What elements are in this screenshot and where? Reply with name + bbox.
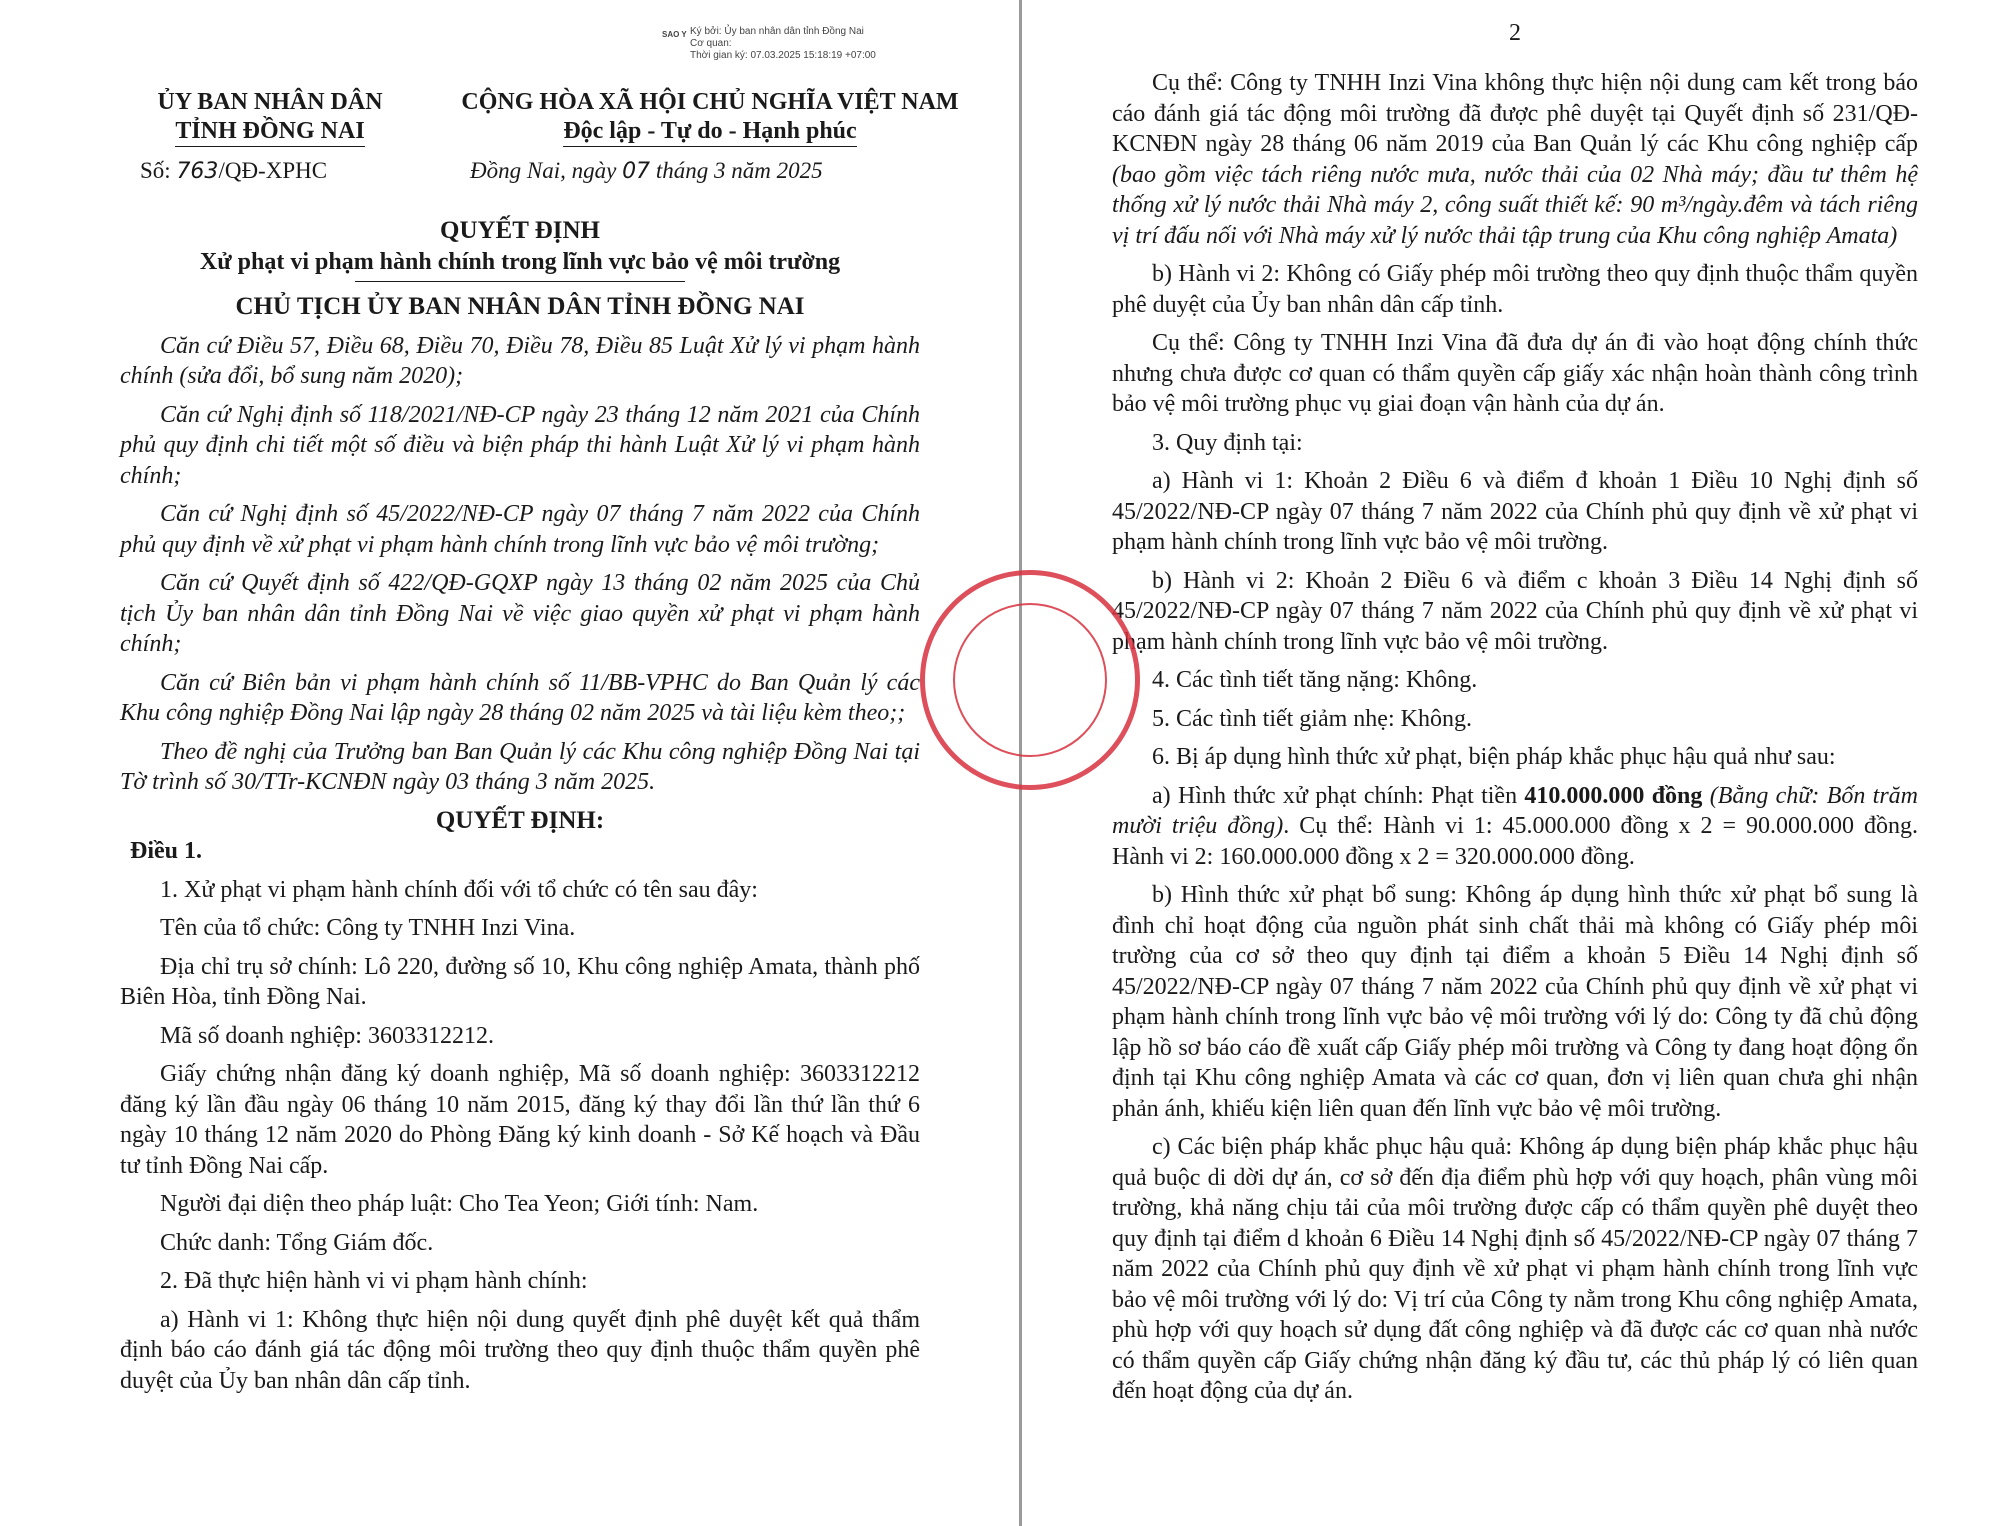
- page-2-body: [1112, 68, 1918, 1415]
- national-motto: [390, 88, 1020, 147]
- regulation-b: b) Hành vi 2: Khoản 2 Điều 6 và điểm c khoản 3 Điều 14 Nghị định số 45/2022/NĐ-CP ngày 07 tháng 7 năm 2022 của Chính phủ quy định về xử phạt vi phạm hành chính trong lĩnh vực bảo vệ môi trường.: [1112, 567, 1918, 655]
- regulation-a: a) Hành vi 1: Khoản 2 Điều 6 và điểm đ khoản 1 Điều 10 Nghị định số 45/2022/NĐ-CP ngày 07 tháng 7 năm 2022 của Chính phủ quy định về xử phạt vi phạm hành chính trong lĩnh vực bảo vệ môi trường.: [1112, 468, 1918, 555]
- page-1-body: [120, 216, 920, 1404]
- page-number: 2: [1509, 20, 1521, 46]
- item-representative: Người đại diện theo pháp luật: Cho Tea Yeon; Giới tính: Nam.: [160, 1191, 759, 1217]
- basis-3: Căn cứ Nghị định số 45/2022/NĐ-CP ngày 07 tháng 7 năm 2022 của Chính phủ quy định về xử phạt vi phạm hành chính trong lĩnh vực bảo vệ môi trường;: [120, 501, 920, 558]
- document-number: Số: 763/QĐ-XPHC: [140, 158, 328, 184]
- sanctions-heading: 6. Bị áp dụng hình thức xử phạt, biện pháp khắc phục hậu quả như sau:: [1152, 744, 1836, 770]
- authority-heading: CHỦ TỊCH ỦY BAN NHÂN DÂN TỈNH ĐỒNG NAI: [235, 293, 805, 320]
- item-tax-code: Mã số doanh nghiệp: 3603312212.: [160, 1022, 494, 1049]
- item-violation-1: a) Hành vi 1: Không thực hiện nội dung quyết định phê duyệt kết quả thẩm định báo cáo đánh giá tác động môi trường theo quy định thuộc thẩm quyền phê duyệt của Ủy ban nhân dân cấp tỉnh.: [120, 1306, 920, 1394]
- article-1: Điều 1.: [130, 838, 202, 864]
- signature-agency: Cơ quan:: [690, 38, 732, 49]
- mitigating: 5. Các tình tiết giảm nhẹ: Không.: [1152, 705, 1472, 732]
- main-penalty: a) Hình thức xử phạt chính: Phạt tiền 410.000.000 đồng (Bằng chữ: Bốn trăm mười triệu đồng). Cụ thể: Hành vi 1: 45.000.000 đồng x 2 = 90.000.000 đồng. Hành vi 2: 160.000.000 đồng x 2 = 320.000.000 đồng.: [1112, 782, 1919, 870]
- title-divider: [355, 281, 685, 282]
- handwritten-number: 763: [176, 159, 219, 184]
- additional-penalty: b) Hình thức xử phạt bổ sung: Không áp dụng hình thức xử phạt bổ sung là đình chỉ hoạt động của nguồn phát sinh chất thải mà không có Giấy phép môi trường của cơ sở theo quy định tại điểm a khoản 5 Điều 14 Nghị định số 45/2022/NĐ-CP ngày 07 tháng 7 năm 2022 của Chính phủ quy định về xử phạt vi phạm hành chính trong lĩnh vực bảo vệ môi trường với lý do: Công ty đã chủ động lập hồ sơ báo cáo đề xuất cấp Giấy phép môi trường và Công ty đang hoạt động ổn định tại Khu công nghiệp Amata và các cơ quan, đơn vị liên quan chưa ghi nhận phản ánh, khiếu kiện liên quan đến lĩnh vực bảo vệ môi trường.: [1112, 882, 1918, 1122]
- digital-signature-block: [662, 26, 876, 62]
- decision-heading: QUYẾT ĐỊNH:: [435, 806, 605, 834]
- red-seal-stamp: [920, 570, 1140, 790]
- copy-tag: SAO Y: [662, 30, 687, 39]
- signature-time: Thời gian ký: 07.03.2025 15:18:19 +07:00: [690, 50, 876, 61]
- issuing-authority: [120, 88, 420, 147]
- document-date: Đồng Nai, ngày 07 tháng 3 năm 2025: [470, 158, 823, 184]
- item-registration: Giấy chứng nhận đăng ký doanh nghiệp, Mã số doanh nghiệp: 3603312212 đăng ký lần đầu ngày 06 tháng 10 năm 2015, đăng ký thay đổi lần thứ lần thứ 6 ngày 10 tháng 12 năm 2020 do Phòng Đăng ký kinh doanh - Sở Kế hoạch và Đầu tư tỉnh Đồng Nai cấp.: [120, 1061, 920, 1179]
- item-org-name: Tên của tổ chức: Công ty TNHH Inzi Vina.: [160, 915, 576, 941]
- item-2: 2. Đã thực hiện hành vi vi phạm hành chính:: [160, 1268, 588, 1294]
- regulation-heading: 3. Quy định tại:: [1152, 429, 1303, 456]
- basis-5: Căn cứ Biên bản vi phạm hành chính số 11/BB-VPHC do Ban Quản lý các Khu công nghiệp Đồng Nai lập ngày 28 tháng 02 năm 2025 và tài liệu kèm theo;;: [120, 669, 920, 726]
- violation-2-detail: Cụ thể: Công ty TNHH Inzi Vina đã đưa dự án đi vào hoạt động chính thức nhưng chưa được cơ quan có thẩm quyền cấp giấy xác nhận hoàn thành công trình bảo vệ môi trường phục vụ giai đoạn vận hành của dự án.: [1112, 330, 1918, 417]
- item-title: Chức danh: Tổng Giám đốc.: [160, 1229, 434, 1256]
- basis-1: Căn cứ Điều 57, Điều 68, Điều 70, Điều 78, Điều 85 Luật Xử lý vi phạm hành chính (sửa đổi, bổ sung năm 2020);: [120, 332, 920, 389]
- signed-by: Ký bởi: Ủy ban nhân dân tỉnh Đồng Nai: [690, 26, 864, 37]
- authority-line-2: TỈNH ĐỒNG NAI: [175, 117, 364, 147]
- violation-1-detail: Cụ thể: Công ty TNHH Inzi Vina không thực hiện nội dung cam kết trong báo cáo đánh giá tác động môi trường đã được phê duyệt tại Quyết định số 231/QĐ-KCNĐN ngày 28 tháng 06 năm 2019 của Ban Quản lý các Khu công nghiệp cấp (bao gồm việc tách riêng nước mưa, nước thải của 02 Nhà máy; đầu tư thêm hệ thống xử lý nước thải Nhà máy 2, công suất thiết kế: 90 m³/ngày.đêm và tách riêng vị trí đấu nối với Nhà máy xử lý nước thải tập trung của Khu công nghiệp Amata): [1112, 70, 1918, 249]
- item-address: Địa chỉ trụ sở chính: Lô 220, đường số 10, Khu công nghiệp Amata, thành phố Biên Hòa, tỉnh Đồng Nai.: [120, 953, 920, 1010]
- motto: Độc lập - Tự do - Hạnh phúc: [563, 117, 856, 147]
- basis-4: Căn cứ Quyết định số 422/QĐ-GQXP ngày 13 tháng 02 năm 2025 của Chủ tịch Ủy ban nhân dân tỉnh Đồng Nai về việc giao quyền xử phạt vi phạm hành chính;: [120, 570, 920, 657]
- decision-subtitle: Xử phạt vi phạm hành chính trong lĩnh vực bảo vệ môi trường: [199, 248, 841, 275]
- basis-6: Theo đề nghị của Trưởng ban Ban Quản lý các Khu công nghiệp Đồng Nai tại Tờ trình số 30/TTr-KCNĐN ngày 03 tháng 3 năm 2025.: [120, 738, 920, 795]
- country-name: CỘNG HÒA XÃ HỘI CHỦ NGHĨA VIỆT NAM: [461, 89, 959, 115]
- violation-2: b) Hành vi 2: Không có Giấy phép môi trường theo quy định thuộc thẩm quyền phê duyệt của Ủy ban nhân dân cấp tỉnh.: [1112, 261, 1918, 318]
- handwritten-day: 07: [622, 159, 651, 184]
- basis-2: Căn cứ Nghị định số 118/2021/NĐ-CP ngày 23 tháng 12 năm 2021 của Chính phủ quy định chi tiết một số điều và biện pháp thi hành Luật Xử lý vi phạm hành chính;: [120, 401, 920, 489]
- item-1: 1. Xử phạt vi phạm hành chính đối với tổ chức có tên sau đây:: [160, 876, 758, 903]
- aggravating: 4. Các tình tiết tăng nặng: Không.: [1152, 667, 1478, 693]
- authority-line-1: ỦY BAN NHÂN DÂN: [157, 89, 383, 115]
- fine-amount: 410.000.000 đồng: [1524, 782, 1703, 809]
- decision-title: QUYẾT ĐỊNH: [440, 217, 600, 244]
- remedial-measures: c) Các biện pháp khắc phục hậu quả: Không áp dụng biện pháp khắc phục hậu quả buộc di dời dự án, cơ sở đến địa điểm phù hợp với quy hoạch, phân vùng môi trường, khả năng chịu tải của môi trường được cấp có thẩm quyền phê duyệt theo quy định tại điểm d khoản 6 Điều 14 Nghị định số 45/2022/NĐ-CP ngày 07 tháng 7 năm 2022 của Chính phủ quy định về xử phạt vi phạm hành chính trong lĩnh vực bảo vệ môi trường với lý do: Vị trí của Công ty nằm trong Khu công nghiệp Amata, phù hợp với quy hoạch sử dụng đất công nghiệp và đã được các cơ quan nhà nước có thẩm quyền cấp Giấy chứng nhận đăng ký đầu tư, các thủ pháp lý có liên quan đến hoạt động của dự án.: [1112, 1134, 1918, 1404]
- page-2: [1022, 0, 2008, 1526]
